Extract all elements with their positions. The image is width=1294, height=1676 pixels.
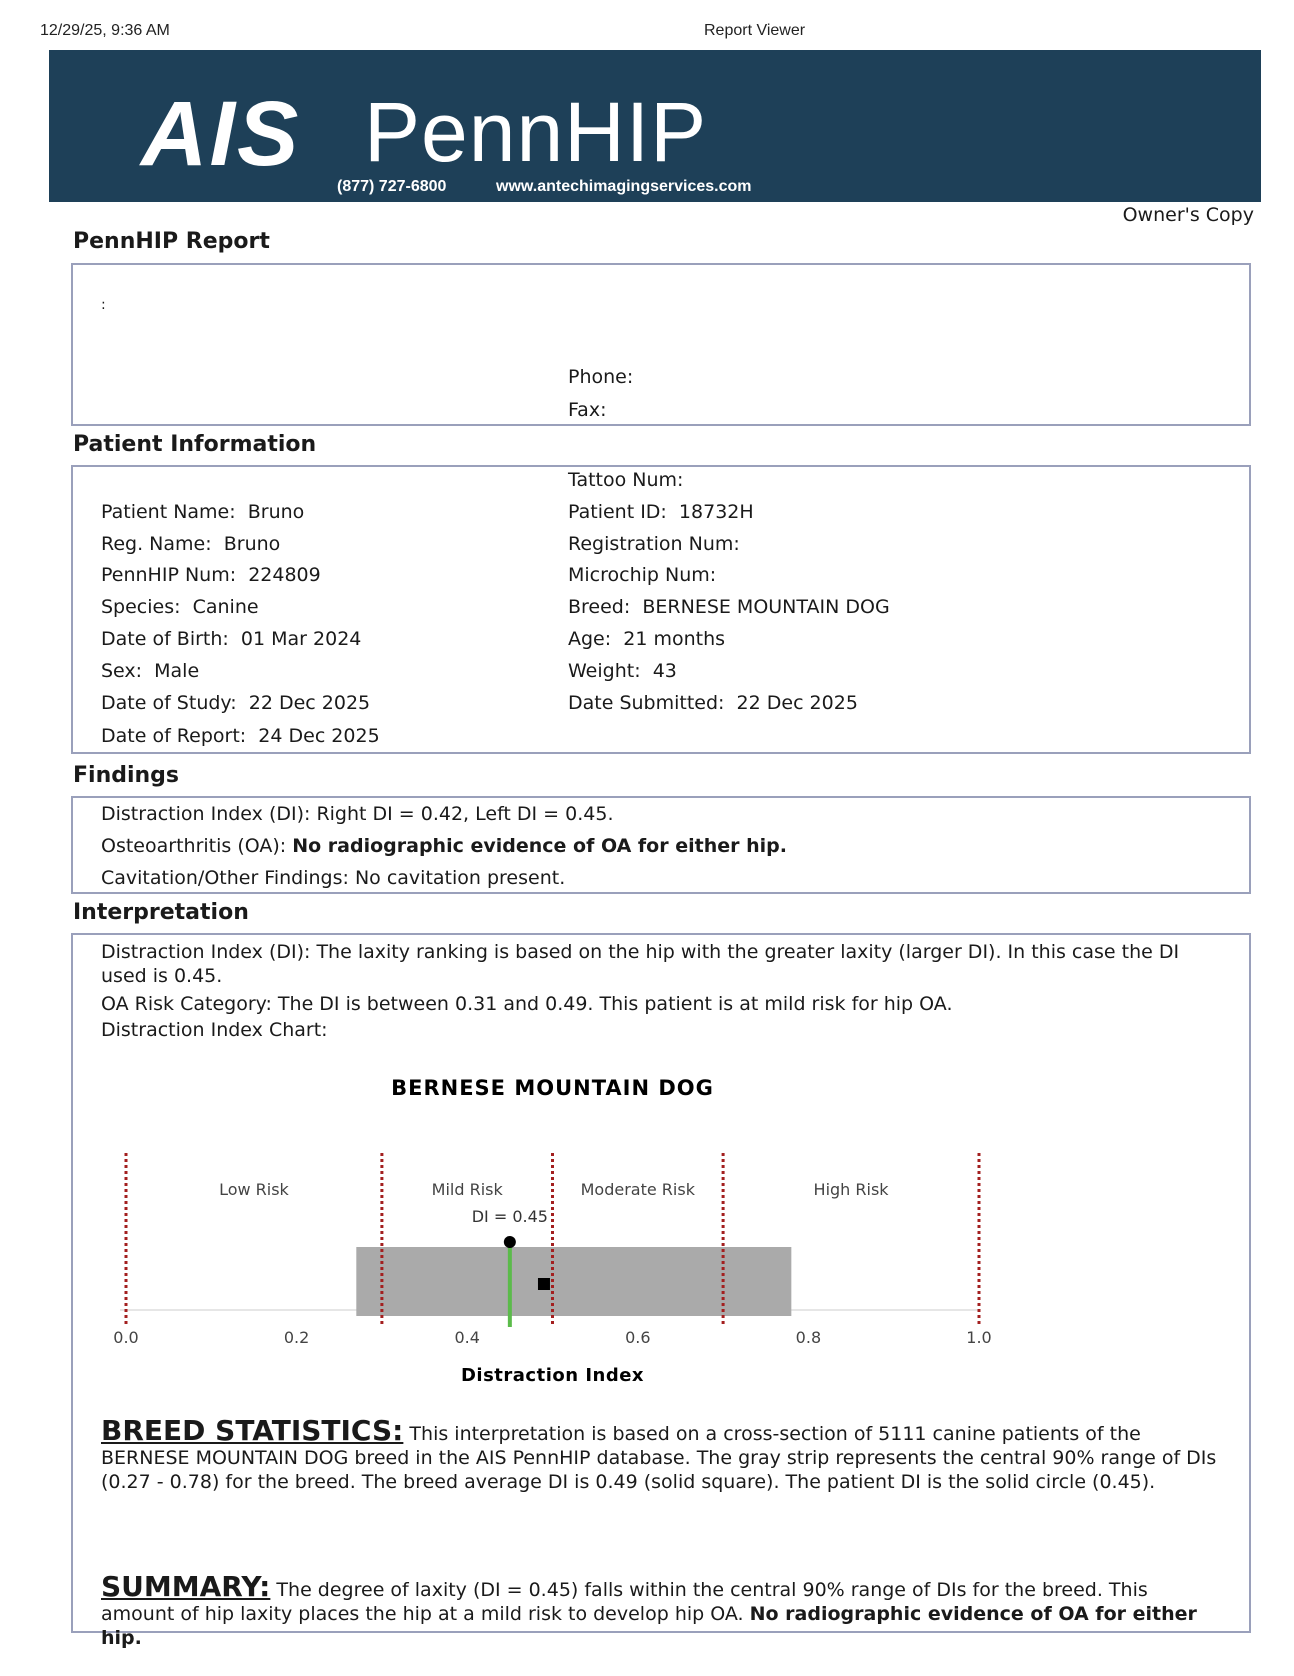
x-tick-label: 1.0 <box>966 1328 992 1347</box>
risk-zone-label: Moderate Risk <box>580 1180 695 1199</box>
clinic-phone-label: Phone: <box>568 366 634 388</box>
interpretation-chart-label: Distraction Index Chart: <box>101 1019 328 1041</box>
patient-field-row <box>568 469 683 491</box>
patient-field-value: Bruno <box>235 501 305 523</box>
clinic-info-box <box>71 263 1251 426</box>
findings-di: Distraction Index (DI): Right DI = 0.42, Left DI = 0.45. <box>101 803 614 825</box>
patient-field-row <box>568 501 754 523</box>
clinic-mark: : <box>101 297 106 313</box>
banner-phone: (877) 727-6800 <box>337 178 447 195</box>
chart-title: BERNESE MOUNTAIN DOG <box>391 1076 714 1100</box>
interpretation-title: Interpretation <box>73 900 249 925</box>
x-tick-label: 0.0 <box>113 1328 139 1347</box>
patient-field-label: Reg. Name: <box>101 533 212 555</box>
findings-cavitation: Cavitation/Other Findings: No cavitation present. <box>101 867 566 889</box>
patient-field-value: Canine <box>180 596 259 618</box>
ais-pennhip-banner <box>49 50 1261 202</box>
patient-field-row <box>101 725 380 747</box>
interpretation-oa-risk: OA Risk Category: The DI is between 0.31 and 0.49. This patient is at mild risk for hip OA. <box>101 993 953 1015</box>
patient-field-value: BERNESE MOUNTAIN DOG <box>630 596 890 618</box>
risk-zone-label: Mild Risk <box>431 1180 503 1199</box>
patient-field-label: Date of Study: <box>101 692 237 714</box>
patient-field-value: 18732H <box>666 501 754 523</box>
patient-field-row <box>101 692 370 714</box>
patient-field-value: 21 months <box>611 628 726 650</box>
patient-field-label: Age: <box>568 628 612 650</box>
patient-field-row <box>101 628 361 650</box>
findings-oa-value: No radiographic evidence of OA for either hip. <box>292 835 787 857</box>
clinic-fax-label: Fax: <box>568 399 607 421</box>
patient-field-label: Sex: <box>101 660 143 682</box>
banner-website: www.antechimagingservices.com <box>496 178 752 195</box>
patient-field-row <box>101 660 199 682</box>
patient-field-row <box>568 533 740 555</box>
patient-field-label: PennHIP Num: <box>101 564 237 586</box>
patient-field-label: Date of Report: <box>101 725 247 747</box>
breed-average-marker <box>538 1278 550 1290</box>
summary-bold: No radiographic evidence of OA for either hip. <box>101 1603 1197 1649</box>
breed-statistics <box>101 1414 1221 1494</box>
breed-statistics-heading: BREED STATISTICS: <box>101 1414 404 1447</box>
distraction-index-chart <box>73 935 1249 1415</box>
x-tick-label: 0.4 <box>454 1328 480 1347</box>
patient-field-value: 24 Dec 2025 <box>246 725 380 747</box>
patient-field-row <box>568 564 716 586</box>
x-tick-label: 0.6 <box>625 1328 651 1347</box>
summary-text: The degree of laxity (DI = 0.45) falls within the central 90% range of DIs for the breed. This amount of hip laxity places the hip at a mild risk to develop hip OA. <box>101 1579 1148 1625</box>
copy-label: Owner's Copy <box>1122 204 1254 226</box>
patient-field-label: Breed: <box>568 596 631 618</box>
pennhip-logo: PennHIP <box>364 85 708 179</box>
patient-field-value: 224809 <box>236 564 321 586</box>
patient-di-point <box>504 1236 516 1248</box>
patient-field-value: 43 <box>640 660 677 682</box>
findings-oa-label: Osteoarthritis (OA): <box>101 835 287 857</box>
x-axis-label: Distraction Index <box>460 1365 645 1386</box>
patient-field-label: Date of Birth: <box>101 628 229 650</box>
x-tick-label: 0.8 <box>795 1328 822 1347</box>
risk-zone-label: Low Risk <box>219 1180 289 1199</box>
patient-field-value: Bruno <box>211 533 281 555</box>
findings-oa <box>101 835 787 857</box>
patient-field-value: 22 Dec 2025 <box>236 692 371 714</box>
patient-field-row <box>101 596 259 618</box>
risk-zone-label: High Risk <box>813 1180 889 1199</box>
summary <box>101 1570 1221 1650</box>
patient-field-value: Male <box>142 660 200 682</box>
findings-box <box>71 796 1251 894</box>
patient-di-label: DI = 0.45 <box>471 1207 548 1226</box>
patient-field-label: Patient ID: <box>568 501 667 523</box>
x-tick-label: 0.2 <box>283 1328 310 1347</box>
patient-field-label: Weight: <box>568 660 641 682</box>
patient-field-row <box>568 660 677 682</box>
findings-title: Findings <box>73 763 180 788</box>
patient-info-title: Patient Information <box>73 432 317 457</box>
ais-logo: AIS <box>141 83 301 185</box>
patient-field-row <box>101 501 304 523</box>
patient-field-row <box>568 596 890 618</box>
patient-field-label: Date Submitted: <box>568 692 725 714</box>
patient-field-label: Registration Num: <box>568 533 740 555</box>
viewer-title: Report Viewer <box>704 22 806 39</box>
patient-field-label: Microchip Num: <box>568 564 717 586</box>
interpretation-box <box>71 933 1251 1649</box>
patient-field-row <box>568 692 858 714</box>
patient-field-value: 22 Dec 2025 <box>724 692 858 714</box>
print-timestamp: 12/29/25, 9:36 AM <box>40 22 170 39</box>
patient-field-row <box>101 533 280 555</box>
patient-field-label: Species: <box>101 596 181 618</box>
patient-field-label: Tattoo Num: <box>568 469 684 491</box>
patient-field-row <box>568 628 725 650</box>
interpretation-di: Distraction Index (DI): The laxity ranking is based on the hip with the greater laxity (larger DI). In this case the DI used is 0.45. <box>101 941 1180 987</box>
patient-field-row <box>101 564 321 586</box>
patient-info-box <box>71 465 1251 754</box>
patient-field-value: 01 Mar 2024 <box>228 628 362 650</box>
patient-field-label: Patient Name: <box>101 501 236 523</box>
breed-range-strip <box>356 1247 791 1316</box>
summary-heading: SUMMARY: <box>101 1570 271 1603</box>
breed-statistics-text: This interpretation is based on a cross-section of 5111 canine patients of the BERNESE MOUNTAIN DOG breed in the AIS PennHIP database. The gray strip represents the central 90% range of DIs (0.27 - 0.78) for the breed. The breed average DI is 0.49 (solid square). The patient DI is the solid circle (0.45). <box>101 1423 1217 1493</box>
report-title: PennHIP Report <box>73 229 270 254</box>
